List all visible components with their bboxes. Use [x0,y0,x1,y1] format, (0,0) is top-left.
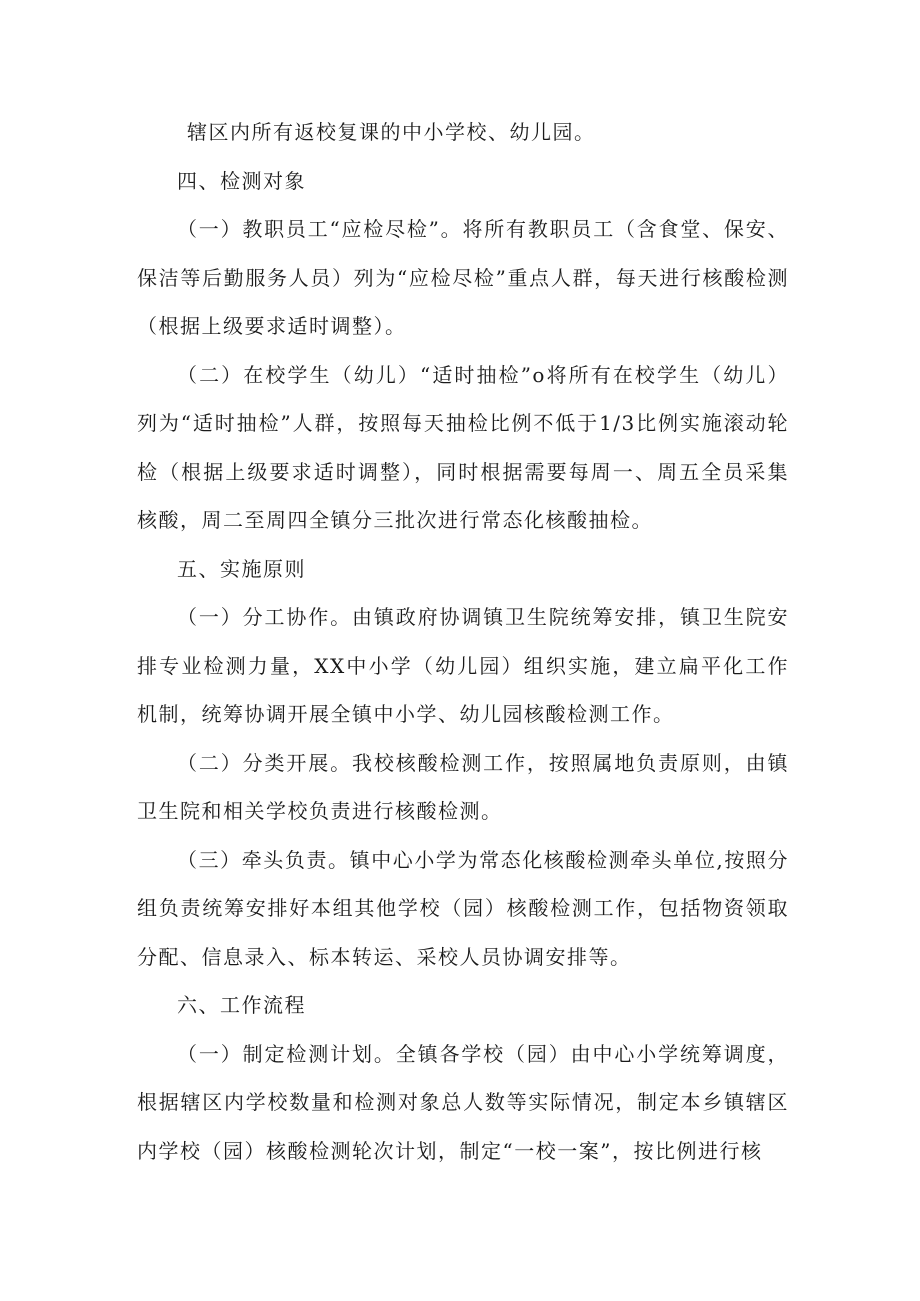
paragraph-classified-implementation: （二）分类开展。我校核酸检测工作，按照属地负责原则，由镇卫生院和相关学校负责进行核酸检测。 [137,750,789,823]
section-heading-4: 四、检测对象 [177,168,306,193]
paragraph-testing-plan: （一）制定检测计划。全镇各学校（园）由中心小学统筹调度，根据辖区内学校数量和检测对象总人数等实际情况，制定本乡镇辖区内学校（园）核酸检测轮次计划，制定“一校一案”，按比例进行核 [137,1041,789,1163]
paragraph-scope-continuation: 辖区内所有返校复课的中小学校、幼儿园。 [187,120,596,144]
document-body [137,108,789,1175]
paragraph-division-of-labor: （一）分工协作。由镇政府协调镇卫生院统筹安排，镇卫生院安排专业检测力量，XX中小学（幼儿园）组织实施，建立扁平化工作机制，统筹协调开展全镇中小学、幼儿园核酸检测工作。 [137,605,789,726]
section-heading-5: 五、实施原则 [177,556,306,581]
paragraph-student-testing: （二）在校学生（幼儿）“适时抽检”o将所有在校学生（幼儿）列为“适时抽检”人群，按照每天抽检比例不低于1/3比例实施滚动轮检（根据上级要求适时调整），同时根据需要每周一、周五全员采集核酸，周二至周四全镇分三批次进行常态化核酸抽检。 [137,362,789,532]
paragraph-staff-testing: （一）教职员工“应检尽检”。将所有教职员工（含食堂、保安、保洁等后勤服务人员）列为“应检尽检”重点人群，每天进行核酸检测（根据上级要求适时调整）。 [137,217,789,338]
paragraph-lead-responsibility: （三）牵头负责。镇中心小学为常态化核酸检测牵头单位,按照分组负责统筹安排好本组其他学校（园）核酸检测工作，包括物资领取分配、信息录入、标本转运、采校人员协调安排等。 [137,847,789,969]
section-heading-6: 六、工作流程 [177,993,306,1017]
